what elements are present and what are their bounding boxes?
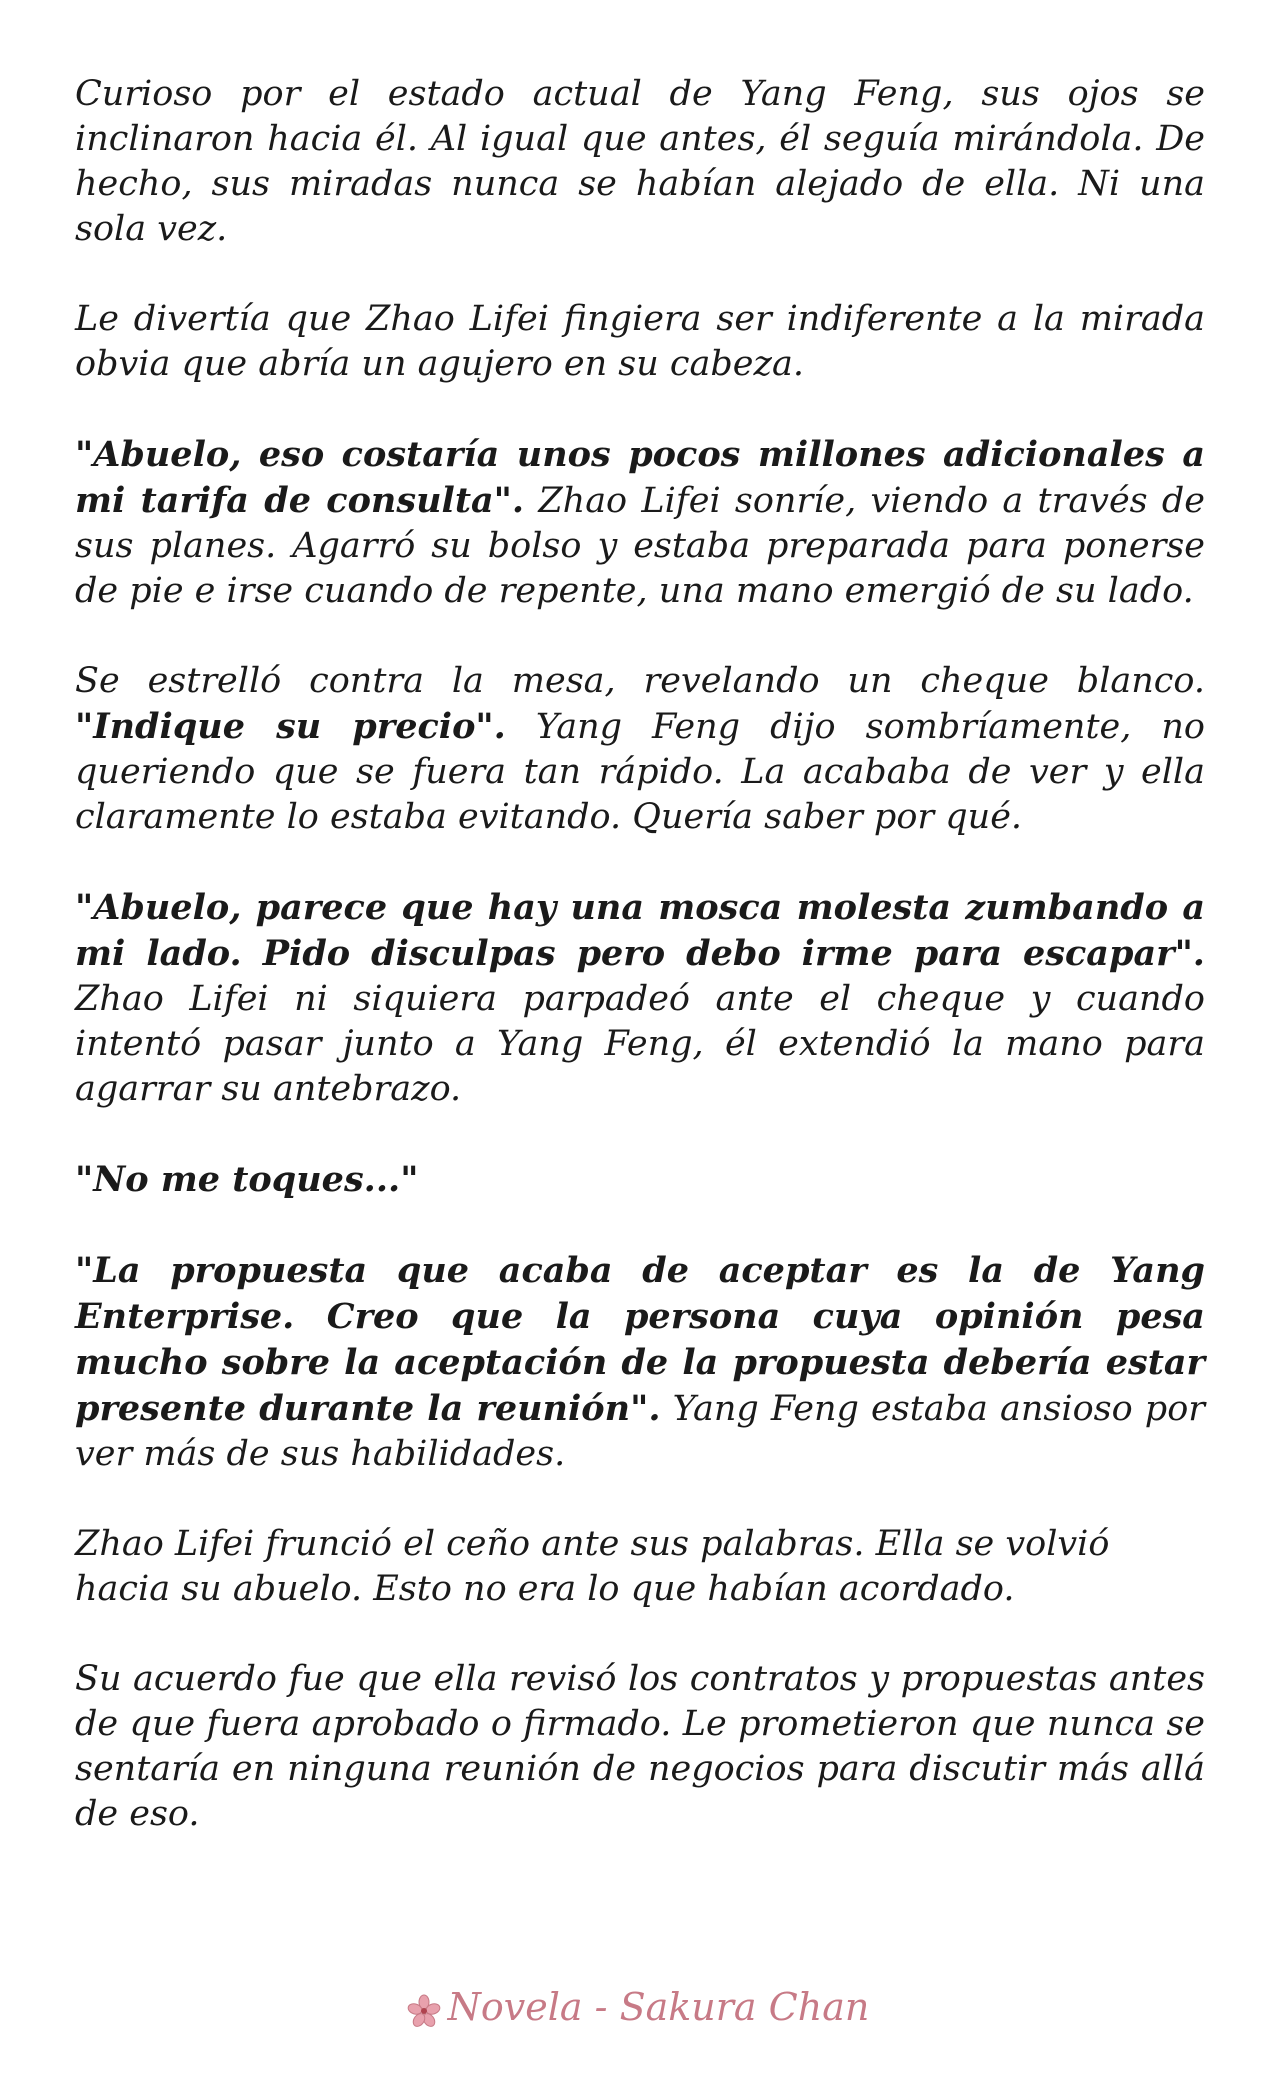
narration-text: Zhao Lifei ni siquiera parpadeó ante el cheque y cuando intentó pasar junto a Yang Feng, él extendió la mano para agarrar su antebrazo. xyxy=(75,979,1205,1109)
paragraph-p4 xyxy=(75,659,1205,840)
narration-text: Curioso por el estado actual de Yang Feng, sus ojos se inclinaron hacia él. Al igual que antes, él seguía mirándola. De hecho, sus miradas nunca se habían alejado de ella. Ni una sola vez. xyxy=(75,74,1205,249)
paragraph-p8 xyxy=(75,1522,1205,1612)
dialogue-text: "Abuelo, eso costaría unos pocos millones adicionales a mi tarifa de consulta". xyxy=(75,434,1205,521)
dialogue-text: "Indique su precio". xyxy=(75,706,506,747)
narration-text: Se estrelló contra la mesa, revelando un cheque blanco. xyxy=(75,661,1205,701)
narration-text: Yang Feng estaba ansioso por ver más de sus habilidades. xyxy=(75,1389,1205,1474)
narration-text: Yang Feng dijo sombríamente, no queriendo que se fuera tan rápido. La acababa de ver y ella claramente lo estaba evitando. Quería saber por qué. xyxy=(75,707,1205,837)
document-body xyxy=(75,72,1205,1882)
paragraph-p6 xyxy=(75,1157,1205,1203)
footer-text: Novela - Sakura Chan xyxy=(447,1985,870,2029)
dialogue-text: "Abuelo, parece que hay una mosca molesta zumbando a mi lado. Pido disculpas pero debo irme para escapar". xyxy=(75,887,1205,974)
paragraph-p2 xyxy=(75,297,1205,387)
narration-text: Zhao Lifei sonríe, viendo a través de sus planes. Agarró su bolso y estaba preparada para ponerse de pie e irse cuando de repente, una mano emergió de su lado. xyxy=(75,481,1205,611)
narration-text: Le divertía que Zhao Lifei fingiera ser indiferente a la mirada obvia que abría un agujero en su cabeza. xyxy=(75,299,1205,384)
sakura-flower-icon xyxy=(406,1993,442,2029)
paragraph-p7 xyxy=(75,1248,1205,1477)
dialogue-text: "La propuesta que acaba de aceptar es la de Yang Enterprise. Creo que la persona cuya opinión pesa mucho sobre la aceptación de la propuesta debería estar presente durante la reunión". xyxy=(75,1250,1205,1429)
paragraph-p1 xyxy=(75,72,1205,252)
dialogue-text: "No me toques..." xyxy=(75,1159,419,1200)
narration-text: Zhao Lifei frunció el ceño ante sus palabras. Ella se volvió hacia su abuelo. Esto no era lo que habían acordado. xyxy=(75,1524,1110,1609)
paragraph-p3 xyxy=(75,432,1205,614)
paragraph-p5 xyxy=(75,885,1205,1112)
narration-text: Su acuerdo fue que ella revisó los contratos y propuestas antes de que fuera aprobado o firmado. Le prometieron que nunca se sentaría en ninguna reunión de negocios para discutir más allá de eso. xyxy=(75,1659,1205,1834)
footer-watermark xyxy=(0,1985,1275,2029)
paragraph-p9 xyxy=(75,1657,1205,1837)
